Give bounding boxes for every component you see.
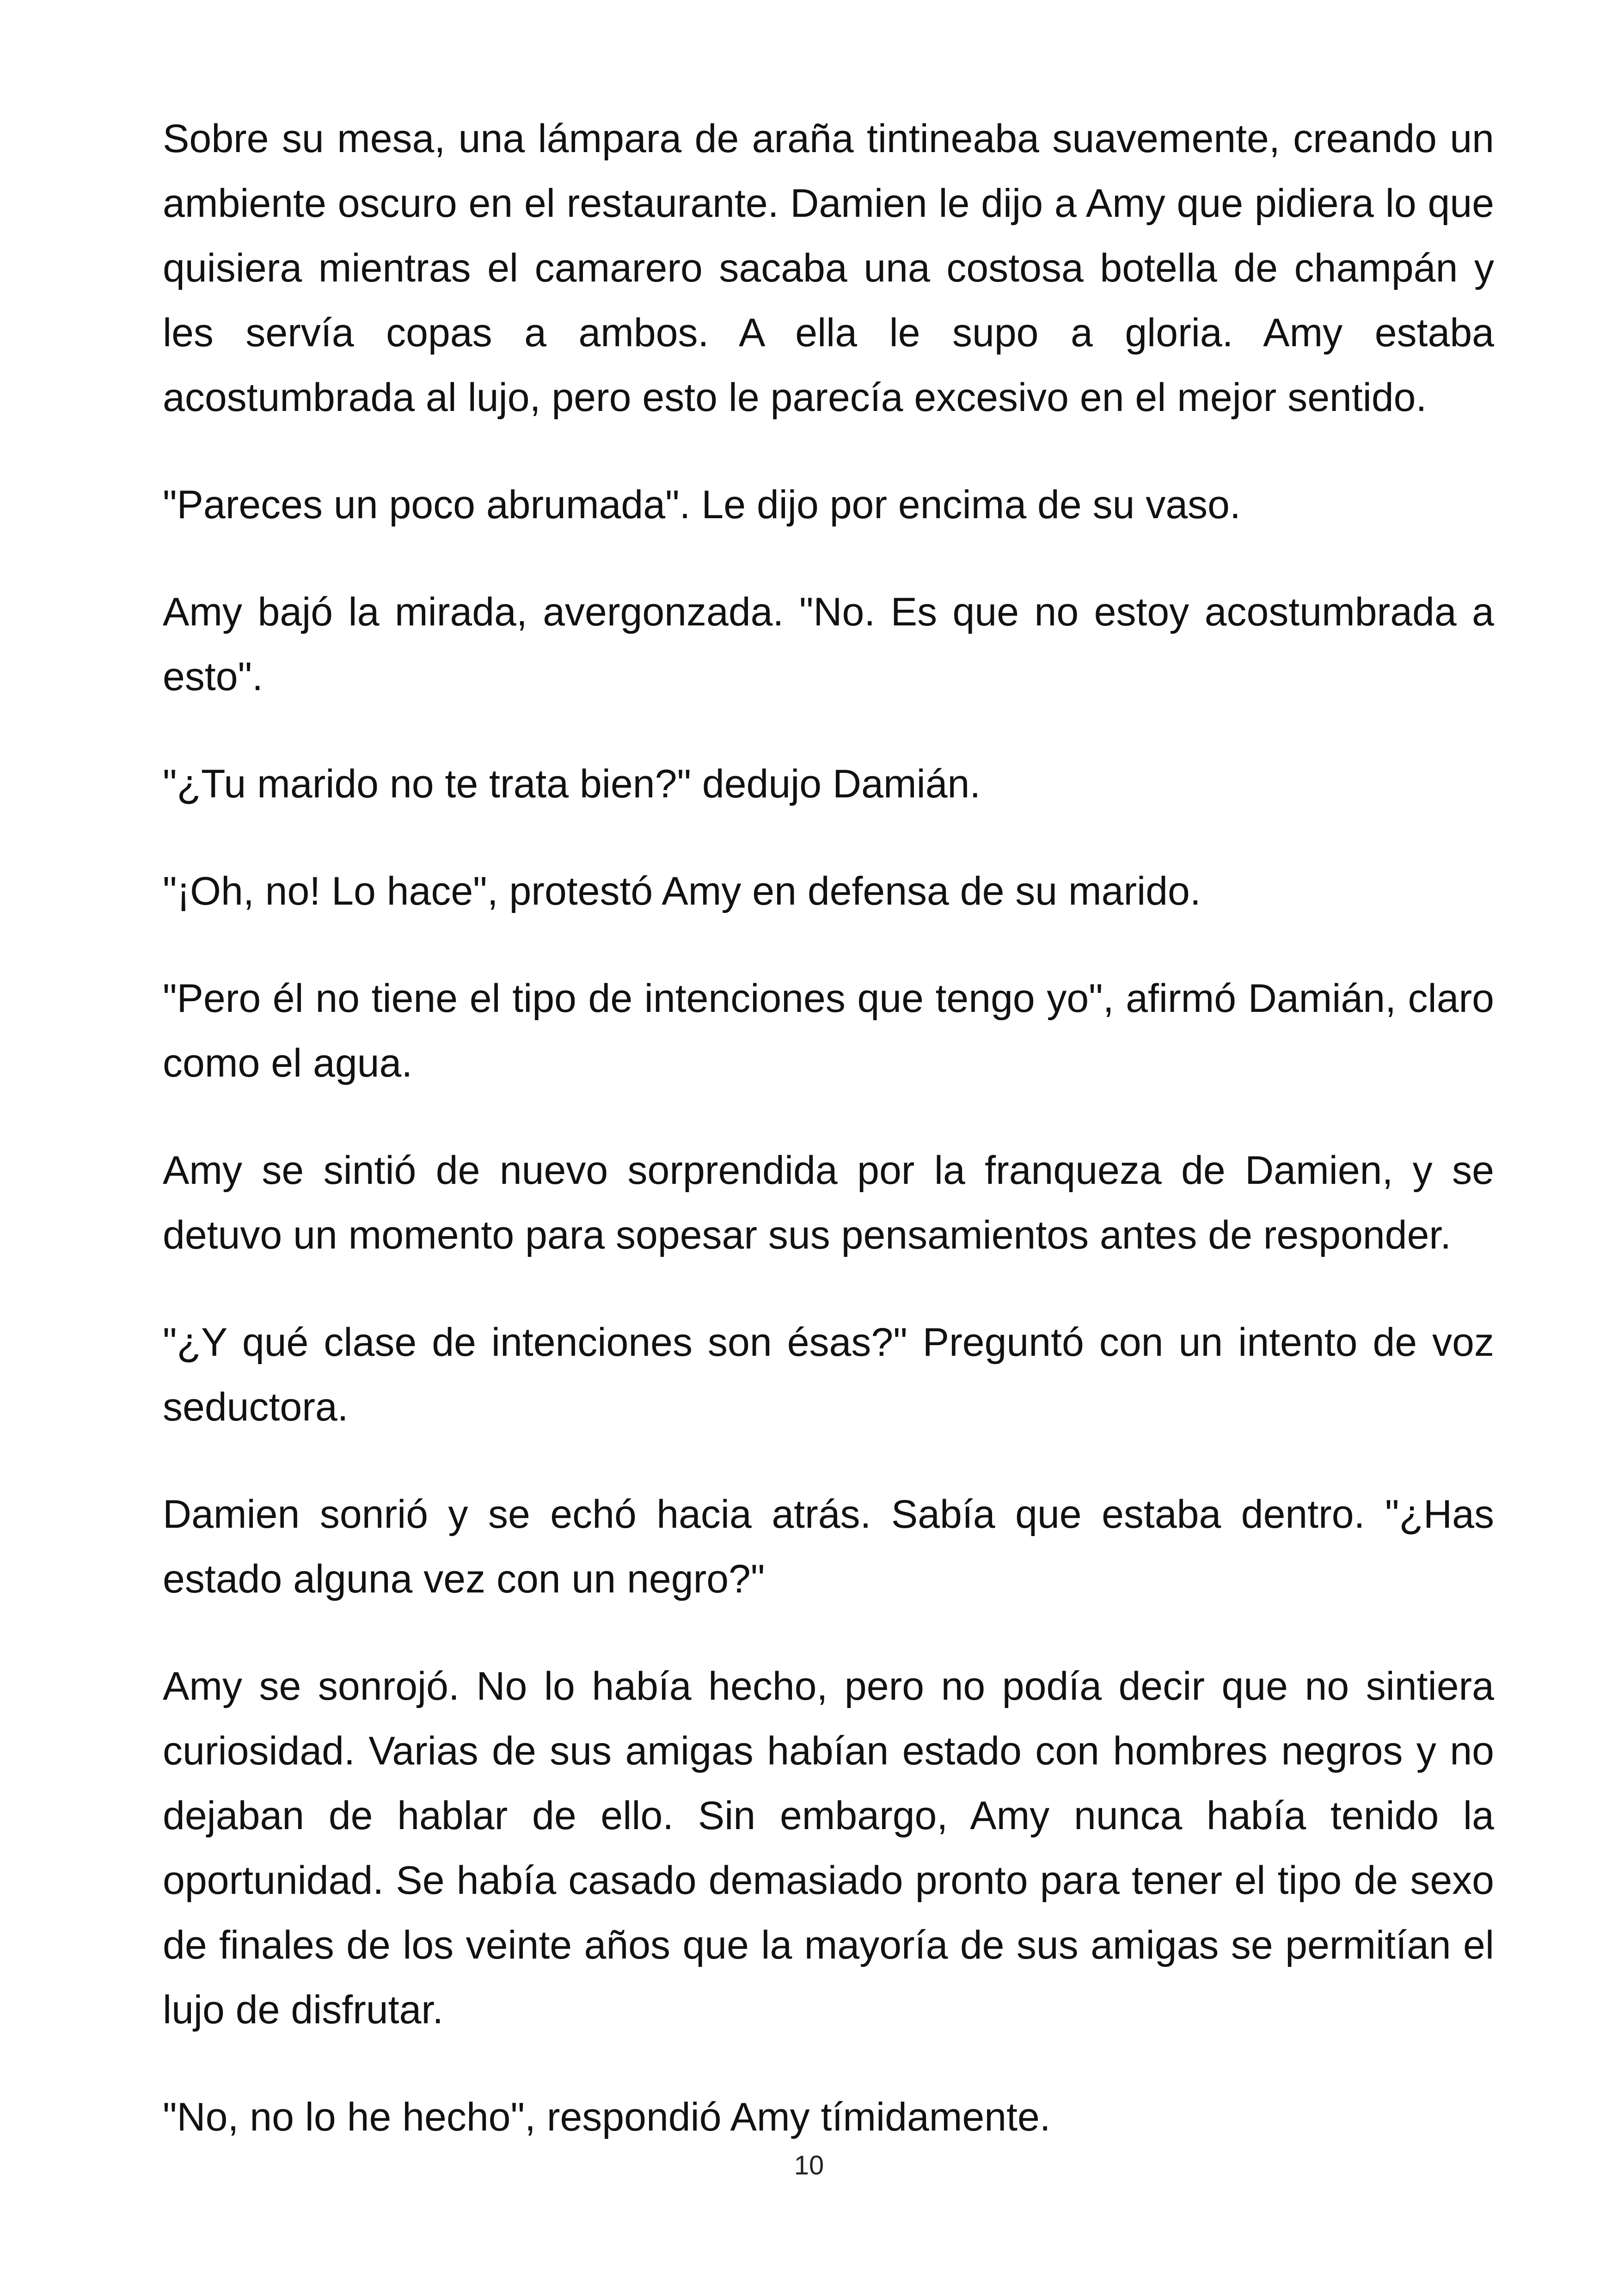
- paragraph-9: Damien sonrió y se echó hacia atrás. Sabía que estaba dentro. "¿Has estado alguna vez con un negro?": [163, 1492, 1494, 1601]
- paragraph-3: Amy bajó la mirada, avergonzada. "No. Es que no estoy acostumbrada a esto".: [163, 590, 1494, 699]
- paragraph-8: "¿Y qué clase de intenciones son ésas?" Preguntó con un intento de voz seductora.: [163, 1320, 1494, 1429]
- page-number: 10: [794, 2150, 824, 2180]
- paragraph-6: "Pero él no tiene el tipo de intenciones que tengo yo", afirmó Damián, claro como el agua.: [163, 976, 1494, 1085]
- paragraph-11: "No, no lo he hecho", respondió Amy tímidamente.: [163, 2095, 1051, 2139]
- paragraph-5: "¡Oh, no! Lo hace", protestó Amy en defensa de su marido.: [163, 869, 1201, 913]
- page-body: [163, 106, 1494, 2192]
- paragraph-2: "Pareces un poco abrumada". Le dijo por encima de su vaso.: [163, 483, 1241, 527]
- paragraph-7: Amy se sintió de nuevo sorprendida por la franqueza de Damien, y se detuvo un momento para sopesar sus pensamientos antes de responder.: [163, 1148, 1494, 1257]
- paragraph-4: "¿Tu marido no te trata bien?" dedujo Damián.: [163, 762, 981, 806]
- paragraph-10: Amy se sonrojó. No lo había hecho, pero no podía decir que no sintiera curiosidad. Varias de sus amigas habían estado con hombres negros y no dejaban de hablar de ello. Sin embargo, Amy nunca había tenido la oportunidad. Se había casado demasiado pronto para tener el tipo de sexo de finales de los veinte años que la mayoría de sus amigas se permitían el lujo de disfrutar.: [163, 1664, 1494, 2032]
- paragraph-1: Sobre su mesa, una lámpara de araña tintineaba suavemente, creando un ambiente oscuro en el restaurante. Damien le dijo a Amy que pidiera lo que quisiera mientras el camarero sacaba una costosa botella de champán y les servía copas a ambos. A ella le supo a gloria. Amy estaba acostumbrada al lujo, pero esto le parecía excesivo en el mejor sentido.: [163, 116, 1494, 420]
